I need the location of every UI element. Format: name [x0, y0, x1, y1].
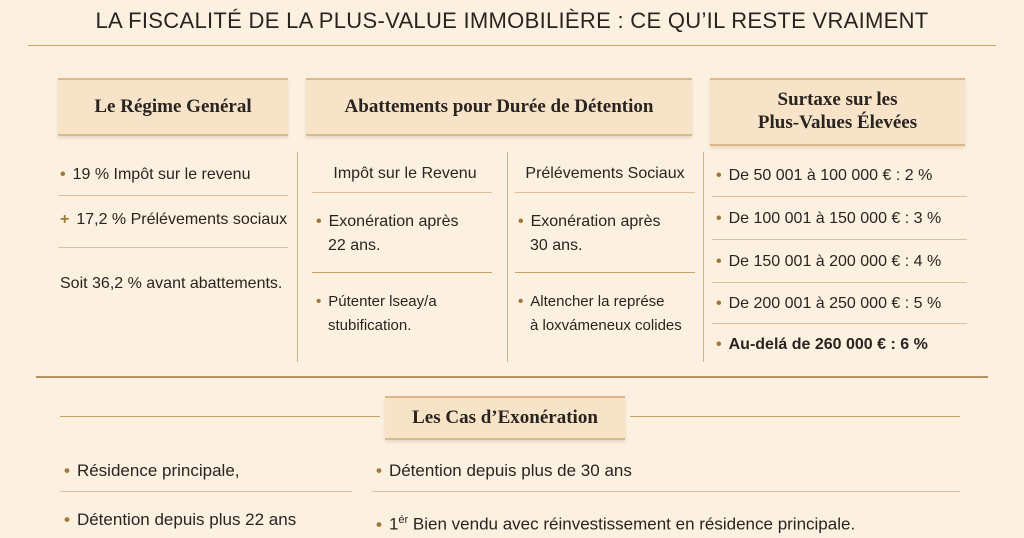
exoneration-line-left — [60, 416, 380, 417]
title-divider — [28, 45, 996, 46]
bullet-icon: • — [716, 253, 722, 270]
column-divider-2 — [507, 152, 508, 362]
surtaxe-item-1: • De 50 001 à 100 000 € : 2 % — [716, 167, 933, 184]
section-divider — [36, 376, 988, 378]
surtaxe-heading-line1: Surtaxe sur les — [777, 89, 898, 111]
ps-label: Prélévements Sociaux — [525, 165, 685, 182]
abattements-header — [306, 78, 692, 136]
regime-header — [58, 78, 288, 136]
ps-label-divider — [515, 192, 695, 193]
surtaxe-heading-line2: Plus-Values Élevées — [757, 112, 918, 133]
regime-note: Soit 36,2 % avant abattements. — [60, 275, 283, 292]
ps-divider — [515, 272, 695, 273]
bullet-icon: • — [316, 213, 322, 230]
bullet-icon: • — [518, 293, 524, 310]
exoneration-left-divider — [60, 491, 352, 492]
ir-item-2: • Pútenter lseay/a stubification. — [316, 293, 437, 334]
bullet-icon: • — [316, 293, 322, 310]
surtaxe-divider-4 — [712, 323, 967, 324]
surtaxe-header — [710, 78, 965, 146]
surtaxe-item-4: • De 200 001 à 250 000 € : 5 % — [716, 295, 942, 312]
bullet-icon: • — [716, 336, 722, 353]
regime-divider-2 — [58, 247, 288, 248]
exoneration-right-2: • $1^{ér}$ Bien vendu avec réinvestissement en résidence principale. — [376, 514, 856, 534]
exoneration-right-divider — [372, 491, 960, 492]
exoneration-right-1: • Détention depuis plus de 30 ans — [376, 461, 632, 480]
ir-label-divider — [312, 192, 492, 193]
exoneration-heading: Les Cas d’Exonération — [412, 406, 598, 428]
bullet-icon: • — [716, 210, 722, 227]
surtaxe-divider-2 — [712, 239, 967, 240]
surtaxe-divider-3 — [712, 282, 967, 283]
ir-divider — [312, 272, 492, 273]
bullet-icon: • — [716, 167, 722, 184]
ir-item-1: • Exonération après 22 ans. — [316, 213, 459, 254]
surtaxe-item-5: • Au-delá de 260 000 € : 6 % — [716, 336, 928, 353]
ir-label: Impôt sur le Revenu — [333, 165, 477, 182]
column-divider-3 — [703, 152, 704, 362]
abattements-heading: Abattements pour Durée de Détention — [344, 95, 654, 117]
exoneration-header — [385, 396, 625, 440]
page-title: LA FISCALITÉ DE LA PLUS-VALUE IMMOBILIÈRE : CE QU’IL RESTE VRAIMENT — [95, 8, 929, 33]
regime-heading: Le Régime Genéral — [94, 95, 252, 117]
bullet-icon: • — [716, 295, 722, 312]
bullet-icon: • — [376, 461, 382, 480]
bullet-icon: • — [64, 510, 70, 529]
regime-item-1: • 19 % Impôt sur le revenu — [60, 166, 251, 183]
exoneration-left-1: • Résidence principale, — [64, 461, 240, 480]
regime-item-2: + 17,2 % Prélévements sociaux — [60, 211, 288, 228]
column-divider-1 — [297, 152, 298, 362]
exoneration-left-2: • Détention depuis plus 22 ans — [64, 510, 297, 529]
bullet-icon: • — [518, 213, 524, 230]
ps-item-1: • Exonération après 30 ans. — [518, 213, 661, 254]
regime-divider-1 — [58, 195, 288, 196]
bullet-icon: • — [64, 461, 70, 480]
surtaxe-item-2: • De 100 001 à 150 000 € : 3 % — [716, 210, 942, 227]
surtaxe-divider-1 — [712, 196, 967, 197]
surtaxe-item-3: • De 150 001 à 200 000 € : 4 % — [716, 253, 942, 270]
bullet-icon: • — [60, 166, 66, 183]
plus-icon: + — [60, 211, 70, 228]
bullet-icon: • — [376, 514, 382, 534]
ps-item-2: • Altencher la représe à loxvámenеux colides — [518, 293, 682, 334]
exoneration-line-right — [630, 416, 960, 417]
